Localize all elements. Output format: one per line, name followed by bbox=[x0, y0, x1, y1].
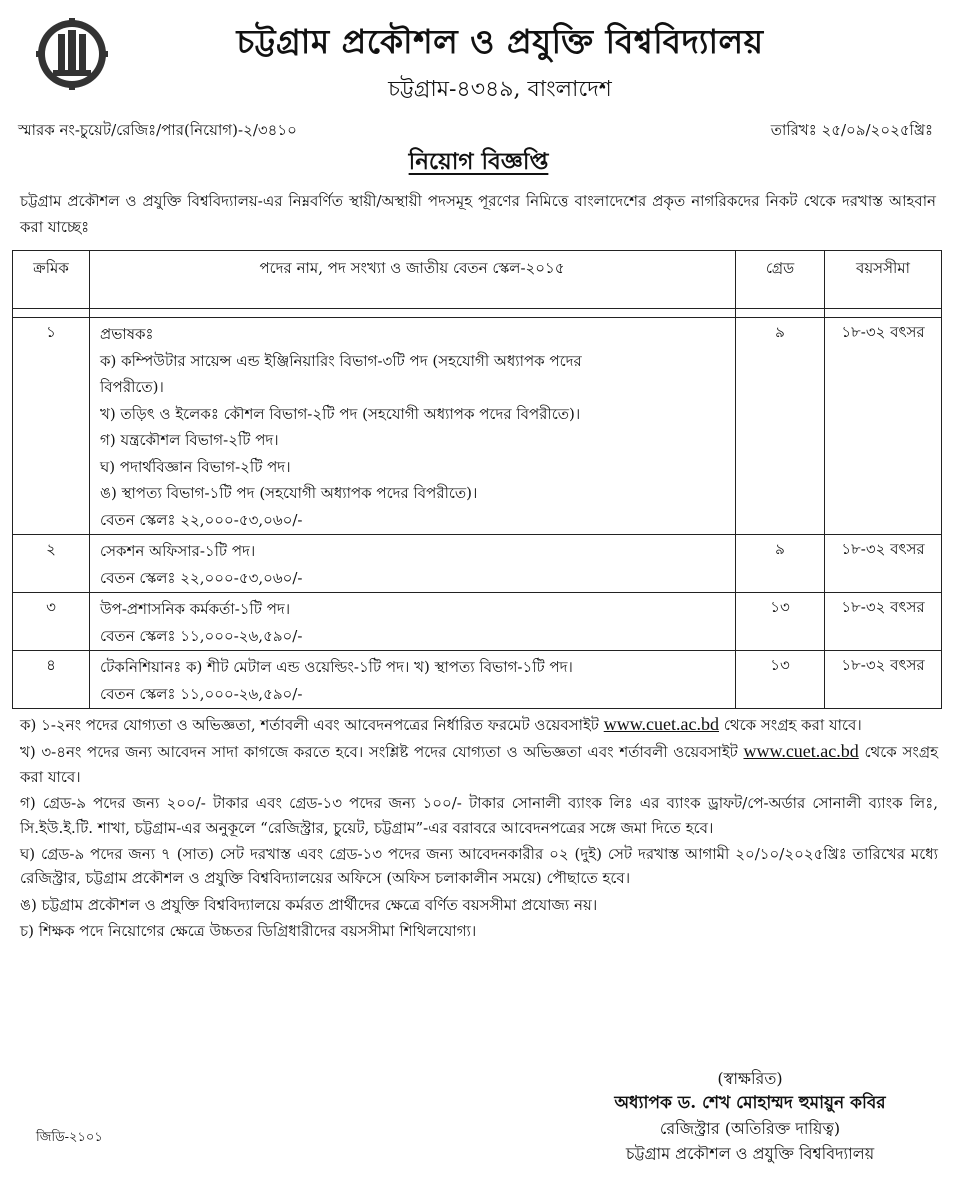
note-a-text: ক) ১-২নং পদের যোগ্যতা ও অভিজ্ঞতা, শর্তাবলী এবং আবেদনপত্রের নির্ধারিত ফরমেট ওয়েবসাইট bbox=[20, 716, 599, 734]
desc-line: বেতন স্কেলঃ ২২,০০০-৫৩,০৬০/- bbox=[100, 510, 303, 529]
row-serial: ২ bbox=[13, 535, 90, 593]
signed-label: (স্বাক্ষরিত) bbox=[717, 1069, 783, 1088]
table-spacer-row bbox=[13, 309, 942, 318]
row-age: ১৮-৩২ বৎসর bbox=[825, 593, 942, 651]
note-f: চ) শিক্ষক পদে নিয়োগের ক্ষেত্রে উচ্চতর ডিগ্রিধারীদের বয়সসীমা শিথিলযোগ্য। bbox=[20, 922, 477, 941]
signatory-institution: চট্টগ্রাম প্রকৌশল ও প্রযুক্তি বিশ্ববিদ্যালয় bbox=[625, 1144, 875, 1163]
desc-line: প্রভাষকঃ bbox=[100, 325, 154, 343]
note-c: গ) গ্রেড-৯ পদের জন্য ২০০/- টাকার এবং গ্রেড-১৩ পদের জন্য ১০০/- টাকার সোনালী ব্যাংক লিঃ এর ব্যাংক ড্রাফট/পে-অর্ডার সোনালী ব্যাংক লিঃ, সি.ইউ.ই.টি. শাখা, চট্টগ্রাম-এর অনুকূলে “রেজিস্ট্রার, চুয়েট, চট্টগ্রাম”-এর বরাবরে আবেদনপত্রের সঙ্গে জমা দিতে হবে। bbox=[20, 794, 938, 837]
notice-date: তারিখঃ ২৫/০৯/২০২৫খ্রিঃ bbox=[770, 121, 933, 139]
desc-line: টেকনিশিয়ানঃ ক) শীট মেটাল এন্ড ওয়েল্ডিং-১টি পদ। খ) স্থাপত্য বিভাগ-১টি পদ। bbox=[100, 658, 573, 676]
row-grade: ৯ bbox=[736, 535, 825, 593]
row-grade: ১৩ bbox=[736, 593, 825, 651]
website-link[interactable]: www.cuet.ac.bd bbox=[743, 741, 859, 762]
university-name: চট্টগ্রাম প্রকৌশল ও প্রযুক্তি বিশ্ববিদ্যালয় bbox=[236, 22, 764, 61]
note-a-tail: থেকে সংগ্রহ করা যাবে। bbox=[723, 716, 862, 734]
row-age: ১৮-৩২ বৎসর bbox=[825, 318, 942, 535]
note-b bbox=[20, 739, 938, 789]
row-description bbox=[90, 651, 736, 709]
posts-table bbox=[12, 250, 942, 709]
university-logo bbox=[36, 18, 108, 90]
note-e: ঙ) চট্টগ্রাম প্রকৌশল ও প্রযুক্তি বিশ্ববিদ্যালয়ে কর্মরত প্রার্থীদের ক্ষেত্রে বর্ণিত বয়সসীমা প্রযোজ্য নয়। bbox=[20, 895, 598, 914]
notice-title-text: নিয়োগ বিজ্ঞপ্তি bbox=[408, 148, 549, 175]
signatory-name: অধ্যাপক ড. শেখ মোহাম্মদ হুমায়ুন কবির bbox=[614, 1093, 886, 1113]
row-age: ১৮-৩২ বৎসর bbox=[825, 535, 942, 593]
university-address: চট্টগ্রাম-৪৩৪৯, বাংলাদেশ bbox=[388, 77, 612, 102]
desc-line: বেতন স্কেলঃ ২২,০০০-৫৩,০৬০/- bbox=[100, 568, 303, 587]
table-row bbox=[13, 593, 942, 651]
desc-line: ঙ) স্থাপত্য বিভাগ-১টি পদ (সহযোগী অধ্যাপক পদের বিপরীতে)। bbox=[100, 484, 478, 502]
website-link[interactable]: www.cuet.ac.bd bbox=[603, 714, 719, 734]
header-description: পদের নাম, পদ সংখ্যা ও জাতীয় বেতন স্কেল-২০১৫ bbox=[90, 251, 736, 309]
note-b-text: খ) ৩-৪নং পদের জন্য আবেদন সাদা কাগজে করতে হবে। সংশ্লিষ্ট পদের যোগ্যতা ও অভিজ্ঞতা এবং শর্তাবলী ওয়েবসাইট bbox=[20, 743, 738, 762]
table-header-row bbox=[13, 251, 942, 309]
table-row bbox=[13, 651, 942, 709]
row-grade: ১৩ bbox=[736, 651, 825, 709]
desc-line: উপ-প্রশাসনিক কর্মকর্তা-১টি পদ। bbox=[100, 600, 291, 618]
note-d: ঘ) গ্রেড-৯ পদের জন্য ৭ (সাত) সেট দরখাস্ত এবং গ্রেড-১৩ পদের জন্য আবেদনকারীর ০২ (দুই) সেট দরখাস্ত আগামী ২০/১০/২০২৫খ্রিঃ তারিখের মধ্যে রেজিস্ট্রার, চট্টগ্রাম প্রকৌশল ও প্রযুক্তি বিশ্ববিদ্যালয়ের অফিসে (অফিস চলাকালীন সময়ে) পৌছাতে হবে। bbox=[20, 845, 938, 888]
row-serial: ৪ bbox=[13, 651, 90, 709]
note-a bbox=[20, 712, 938, 737]
table-row bbox=[13, 535, 942, 593]
memo-number: স্মারক নং-চুয়েট/রেজিঃ/পার(নিয়োগ)-২/৩৪১০ bbox=[18, 121, 297, 139]
header-age: বয়সসীমা bbox=[825, 251, 942, 309]
header-grade: গ্রেড bbox=[736, 251, 825, 309]
notes-section bbox=[20, 712, 938, 946]
desc-line: গ) যন্ত্রকৌশল বিভাগ-২টি পদ। bbox=[100, 431, 279, 449]
row-description bbox=[90, 318, 736, 535]
desc-line: ক) কম্পিউটার সায়েন্স এন্ড ইঞ্জিনিয়ারিং বিভাগ-৩টি পদ (সহযোগী অধ্যাপক পদের bbox=[100, 351, 582, 370]
signature-block bbox=[600, 1066, 900, 1166]
signatory-designation: রেজিস্ট্রার (অতিরিক্ত দায়িত্ব) bbox=[659, 1119, 841, 1138]
row-serial: ৩ bbox=[13, 593, 90, 651]
notice-title bbox=[0, 143, 957, 182]
desc-line: বেতন স্কেলঃ ১১,০০০-২৬,৫৯০/- bbox=[100, 626, 303, 645]
row-description bbox=[90, 535, 736, 593]
row-serial: ১ bbox=[13, 318, 90, 535]
row-description bbox=[90, 593, 736, 651]
table-row bbox=[13, 318, 942, 535]
footer-code: জিডি-২১০১ bbox=[36, 1130, 103, 1145]
desc-line: ঘ) পদার্থবিজ্ঞান বিভাগ-২টি পদ। bbox=[100, 457, 291, 476]
intro-paragraph: চট্টগ্রাম প্রকৌশল ও প্রযুক্তি বিশ্ববিদ্যালয়-এর নিম্নবর্ণিত স্থায়ী/অস্থায়ী পদসমূহ পূরণের নিমিত্তে বাংলাদেশের প্রকৃত নাগরিকদের নিকট থেকে দরখাস্ত আহবান করা যাচ্ছেঃ bbox=[20, 192, 936, 236]
note-b-tail: থেকে সংগ্রহ করা যাবে। bbox=[20, 743, 938, 786]
desc-line: সেকশন অফিসার-১টি পদ। bbox=[100, 542, 256, 560]
desc-line: বেতন স্কেলঃ ১১,০০০-২৬,৫৯০/- bbox=[100, 684, 303, 703]
row-age: ১৮-৩২ বৎসর bbox=[825, 651, 942, 709]
row-grade: ৯ bbox=[736, 318, 825, 535]
desc-line: খ) তড়িৎ ও ইলেকঃ কৌশল বিভাগ-২টি পদ (সহযোগী অধ্যাপক পদের বিপরীতে)। bbox=[100, 404, 581, 423]
desc-line: বিপরীতে)। bbox=[100, 378, 164, 396]
header-serial: ক্রমিক bbox=[13, 251, 90, 309]
